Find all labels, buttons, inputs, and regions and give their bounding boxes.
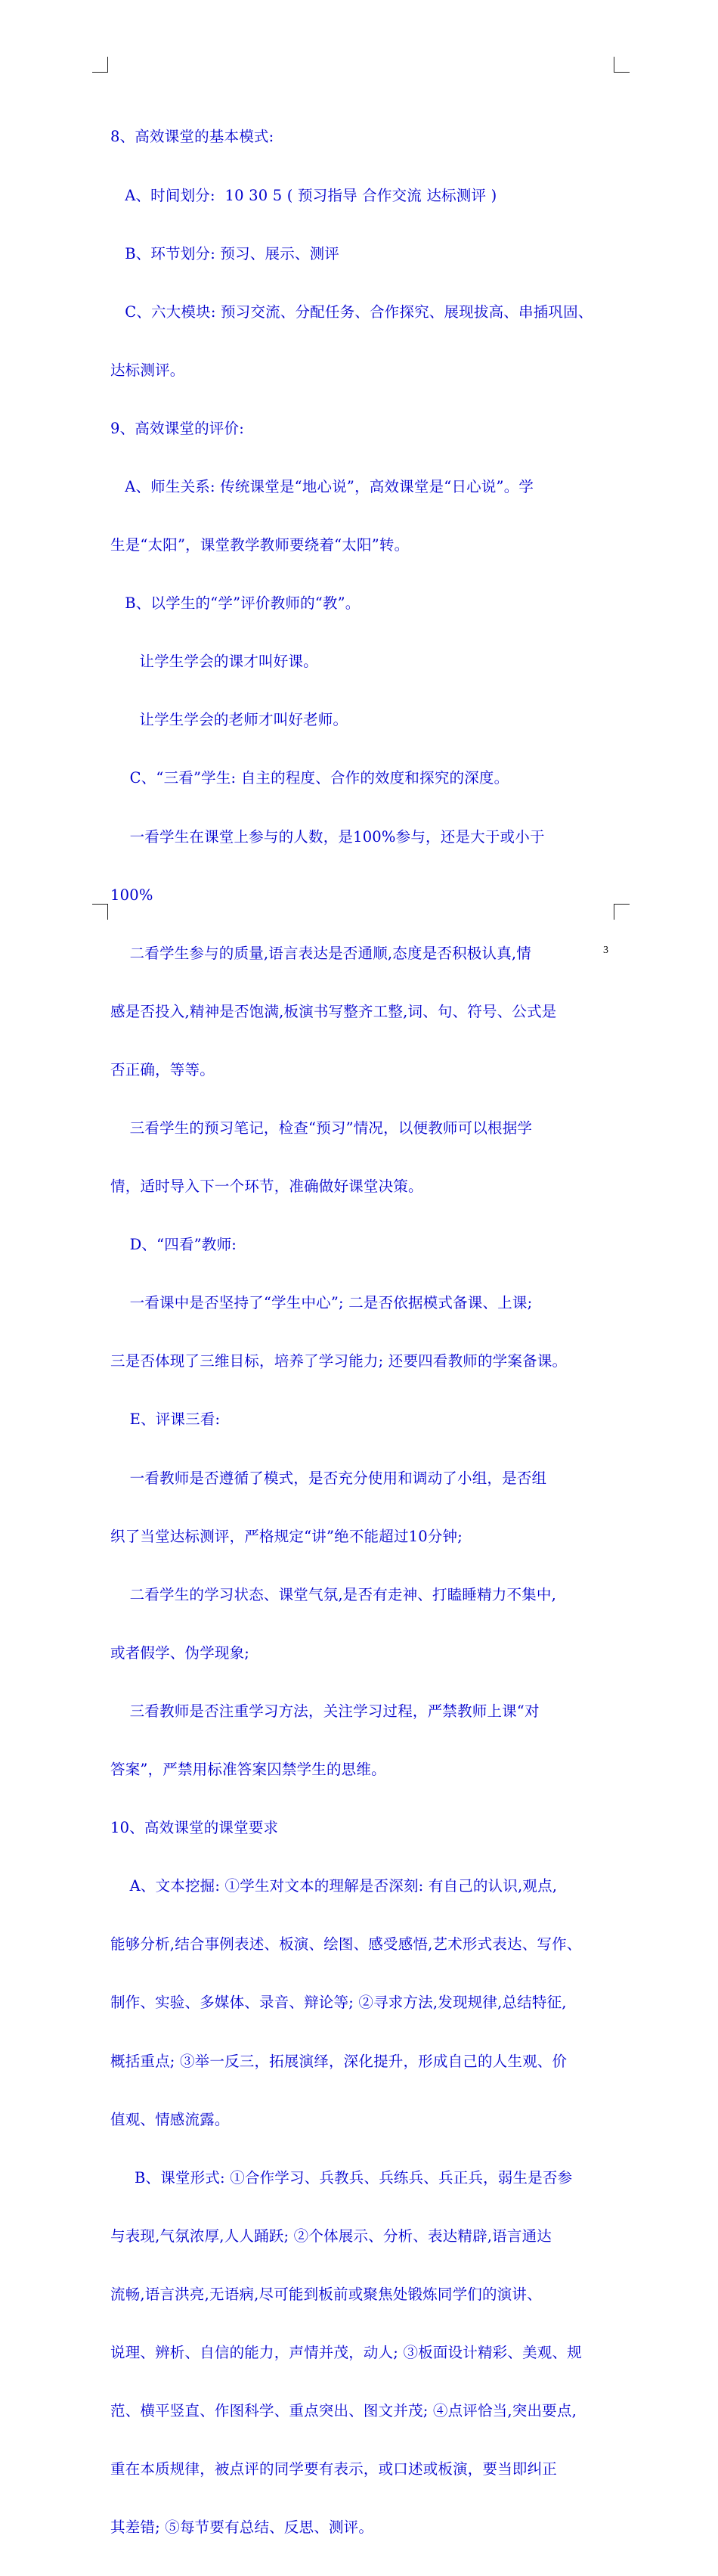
text-line: 制作、实验、多媒体、录音、辩论等; ②寻求方法,发现规律,总结特征, xyxy=(110,1994,567,2012)
text-line: A、时间划分: 10 30 5 ( 预习指导 合作交流 达标测评 ) xyxy=(110,186,497,204)
text-line: 9、高效课堂的评价: xyxy=(110,419,244,437)
text-line: A、文本挖掘: ①学生对文本的理解是否深刻: 有自己的认识,观点, xyxy=(110,1877,558,1895)
text-line: 三看学生的预习笔记，检查“预习”情况，以便教师可以根据学 xyxy=(110,1119,533,1137)
text-line: 值观、情感流露。 xyxy=(110,2110,230,2128)
text-line: 一看学生在课堂上参与的人数，是100%参与，还是大于或小于 xyxy=(110,827,545,846)
text-line: 100% xyxy=(110,886,153,904)
text-line: 让学生学会的课才叫好课。 xyxy=(110,653,318,671)
text-line: 二看学生参与的质量,语言表达是否通顺,态度是否积极认真,情 xyxy=(110,944,531,962)
text-line: 否正确，等等。 xyxy=(110,1060,215,1079)
text-line: 达标测评。 xyxy=(110,361,185,379)
text-line: 让学生学会的老师才叫好老师。 xyxy=(110,711,348,729)
page-number: 3 xyxy=(603,945,608,956)
text-line: 三看教师是否注重学习方法，关注学习过程，严禁教师上课“对 xyxy=(110,1702,540,1720)
text-line: 范、横平竖直、作图科学、重点突出、图文并茂; ④点评恰当,突出要点, xyxy=(110,2402,577,2420)
text-line: B、环节划分: 预习、展示、测评 xyxy=(110,244,339,262)
text-line: 说理、辨析、自信的能力，声情并茂，动人; ③板面设计精彩、美观、规 xyxy=(110,2343,582,2361)
text-line: 一看教师是否遵循了模式，是否充分使用和调动了小组，是否组 xyxy=(110,1469,547,1487)
text-line: 8、高效课堂的基本模式: xyxy=(110,128,274,146)
text-line: 情，适时导入下一个环节，准确做好课堂决策。 xyxy=(110,1178,423,1196)
text-line: E、评课三看: xyxy=(110,1411,221,1429)
text-line: 织了当堂达标测评，严格规定“讲”绝不能超过10分钟; xyxy=(110,1527,463,1545)
document-body xyxy=(110,88,624,2576)
text-line: 流畅,语言洪亮,无语病,尽可能到板前或聚焦处锻炼同学们的演讲、 xyxy=(110,2285,542,2303)
text-line: 与表现,气氛浓厚,人人踊跃; ②个体展示、分析、表达精辟,语言通达 xyxy=(110,2227,552,2245)
text-line: 生是“太阳”，课堂教学教师要绕着“太阳”转。 xyxy=(110,536,410,554)
crop-mark-top-left xyxy=(92,57,108,73)
text-line: 答案”，严禁用标准答案囚禁学生的思维。 xyxy=(110,1761,386,1779)
text-line: 概括重点; ③举一反三，拓展演绎，深化提升，形成自己的人生观、价 xyxy=(110,2052,568,2070)
text-line: D、“四看”教师: xyxy=(110,1236,237,1254)
text-line: 重在本质规律，被点评的同学要有表示，或口述或板演，要当即纠正 xyxy=(110,2460,558,2478)
text-line: A、师生关系: 传统课堂是“地心说”，高效课堂是“日心说”。学 xyxy=(110,477,534,495)
text-line: 能够分析,结合事例表述、板演、绘图、感受感悟,艺术形式表达、写作、 xyxy=(110,1935,582,1954)
text-line: 感是否投入,精神是否饱满,板演书写整齐工整,词、句、符号、公式是 xyxy=(110,1002,557,1020)
text-line: 或者假学、伪学现象; xyxy=(110,1643,250,1662)
text-line: C、六大模块: 预习交流、分配任务、合作探究、展现拔高、串插巩固、 xyxy=(110,303,593,321)
text-line: 三是否体现了三维目标，培养了学习能力; 还要四看教师的学案备课。 xyxy=(110,1352,568,1370)
crop-mark-top-right xyxy=(614,57,630,73)
text-line: 10、高效课堂的课堂要求 xyxy=(110,1819,279,1837)
crop-mark-bottom-left xyxy=(92,904,108,920)
text-line: 其差错; ⑤每节要有总结、反思、测评。 xyxy=(110,2519,374,2537)
text-line: B、以学生的“学”评价教师的“教”。 xyxy=(110,594,361,613)
text-line: 一看课中是否坚持了“学生中心”; 二是否依据模式备课、上课; xyxy=(110,1294,533,1312)
text-line: 二看学生的学习状态、课堂气氛,是否有走神、打瞌睡精力不集中, xyxy=(110,1585,556,1603)
text-line: B、课堂形式: ①合作学习、兵教兵、兵练兵、兵正兵，弱生是否参 xyxy=(110,2168,573,2186)
text-line: C、“三看”学生: 自主的程度、合作的效度和探究的深度。 xyxy=(110,769,509,787)
